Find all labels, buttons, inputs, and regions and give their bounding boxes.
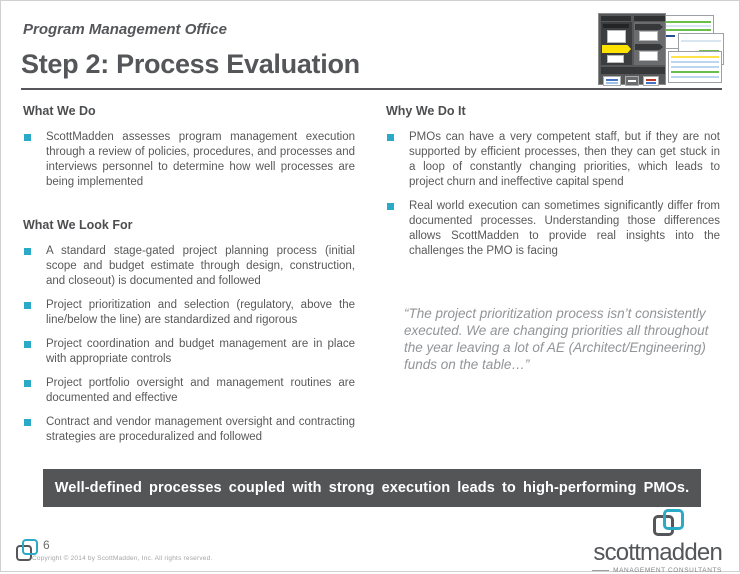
page-title: Step 2: Process Evaluation (21, 49, 360, 79)
takeaway-banner (43, 469, 701, 507)
list-item (23, 298, 355, 328)
bullet-text: A standard stage-gated project planning process (initial scope and budget estimate through design, construction, and closeout) is documented and followed (46, 245, 355, 287)
mark-teal-square-icon (22, 539, 38, 555)
bullet-text: Contract and vendor management oversight and contracting strategies are proceduralized and followed (46, 416, 355, 443)
list-item (23, 376, 355, 406)
bullet-text: Real world execution can sometimes significantly differ from documented processes. Understanding those differences allows ScottMadden to provide real insights into the challenges the PMO is facing (409, 200, 720, 257)
bullet-text: PMOs can have a very competent staff, but if they are not supported by efficient processes, then they can get stuck in a loop of constantly changing priorities, which leads to project churn and ineffective capital spend (409, 131, 720, 188)
logo-wordmark: scottmadden (593, 539, 722, 566)
bullet-square-icon (24, 341, 31, 348)
section-heading-what-we-do: What We Do (23, 104, 96, 118)
scottmadden-mark-icon (653, 509, 684, 536)
left-column (23, 103, 355, 454)
process-map-thumbnail (598, 11, 726, 85)
thumbnail-panel (598, 13, 666, 85)
slide-kicker: Program Management Office (23, 21, 227, 38)
page-number: 6 (43, 538, 50, 552)
scottmadden-logo (592, 509, 722, 574)
bullet-square-icon (24, 134, 31, 141)
section-heading-what-we-look-for: What We Look For (23, 218, 133, 232)
thumbnail-doc (668, 51, 722, 83)
mark-teal-square-icon (663, 509, 684, 530)
list-item (23, 415, 355, 445)
right-column (386, 103, 720, 373)
highlighted-step-arrow (602, 45, 631, 53)
bullet-square-icon (24, 248, 31, 255)
takeaway-text: Well-defined processes coupled with strong execution leads to high-performing PMOs. (54, 480, 690, 496)
tagline-rule (592, 570, 609, 571)
bullet-text: Project portfolio oversight and management routines are documented and effective (46, 377, 355, 404)
bullet-text: ScottMadden assesses program management execution through a review of policies, procedures, and processes and interviews personnel to determine how well processes are being implemented (46, 131, 355, 188)
bullet-square-icon (24, 302, 31, 309)
list-item (386, 130, 720, 190)
logo-tagline: MANAGEMENT CONSULTANTS (613, 567, 722, 574)
bullet-square-icon (24, 419, 31, 426)
header-divider (21, 88, 722, 90)
section-heading-why-we-do-it: Why We Do It (386, 104, 466, 118)
client-quote: “The project prioritization process isn’t consistently executed. We are changing priorities all throughout the year leaving a lot of AE (Architect/Engineering) funds on the table…” (404, 306, 709, 372)
list-item (386, 199, 720, 259)
bullet-text: Project coordination and budget management are in place with appropriate controls (46, 338, 355, 365)
bullet-square-icon (387, 203, 394, 210)
list-item (23, 337, 355, 367)
list-item (23, 130, 355, 190)
list-item (23, 244, 355, 289)
copyright-notice: Copyright © 2014 by ScottMadden, Inc. All rights reserved. (32, 555, 213, 562)
bullet-square-icon (387, 134, 394, 141)
bullet-text: Project prioritization and selection (regulatory, above the line/below the line) are standardized and rigorous (46, 299, 355, 326)
bullet-square-icon (24, 380, 31, 387)
